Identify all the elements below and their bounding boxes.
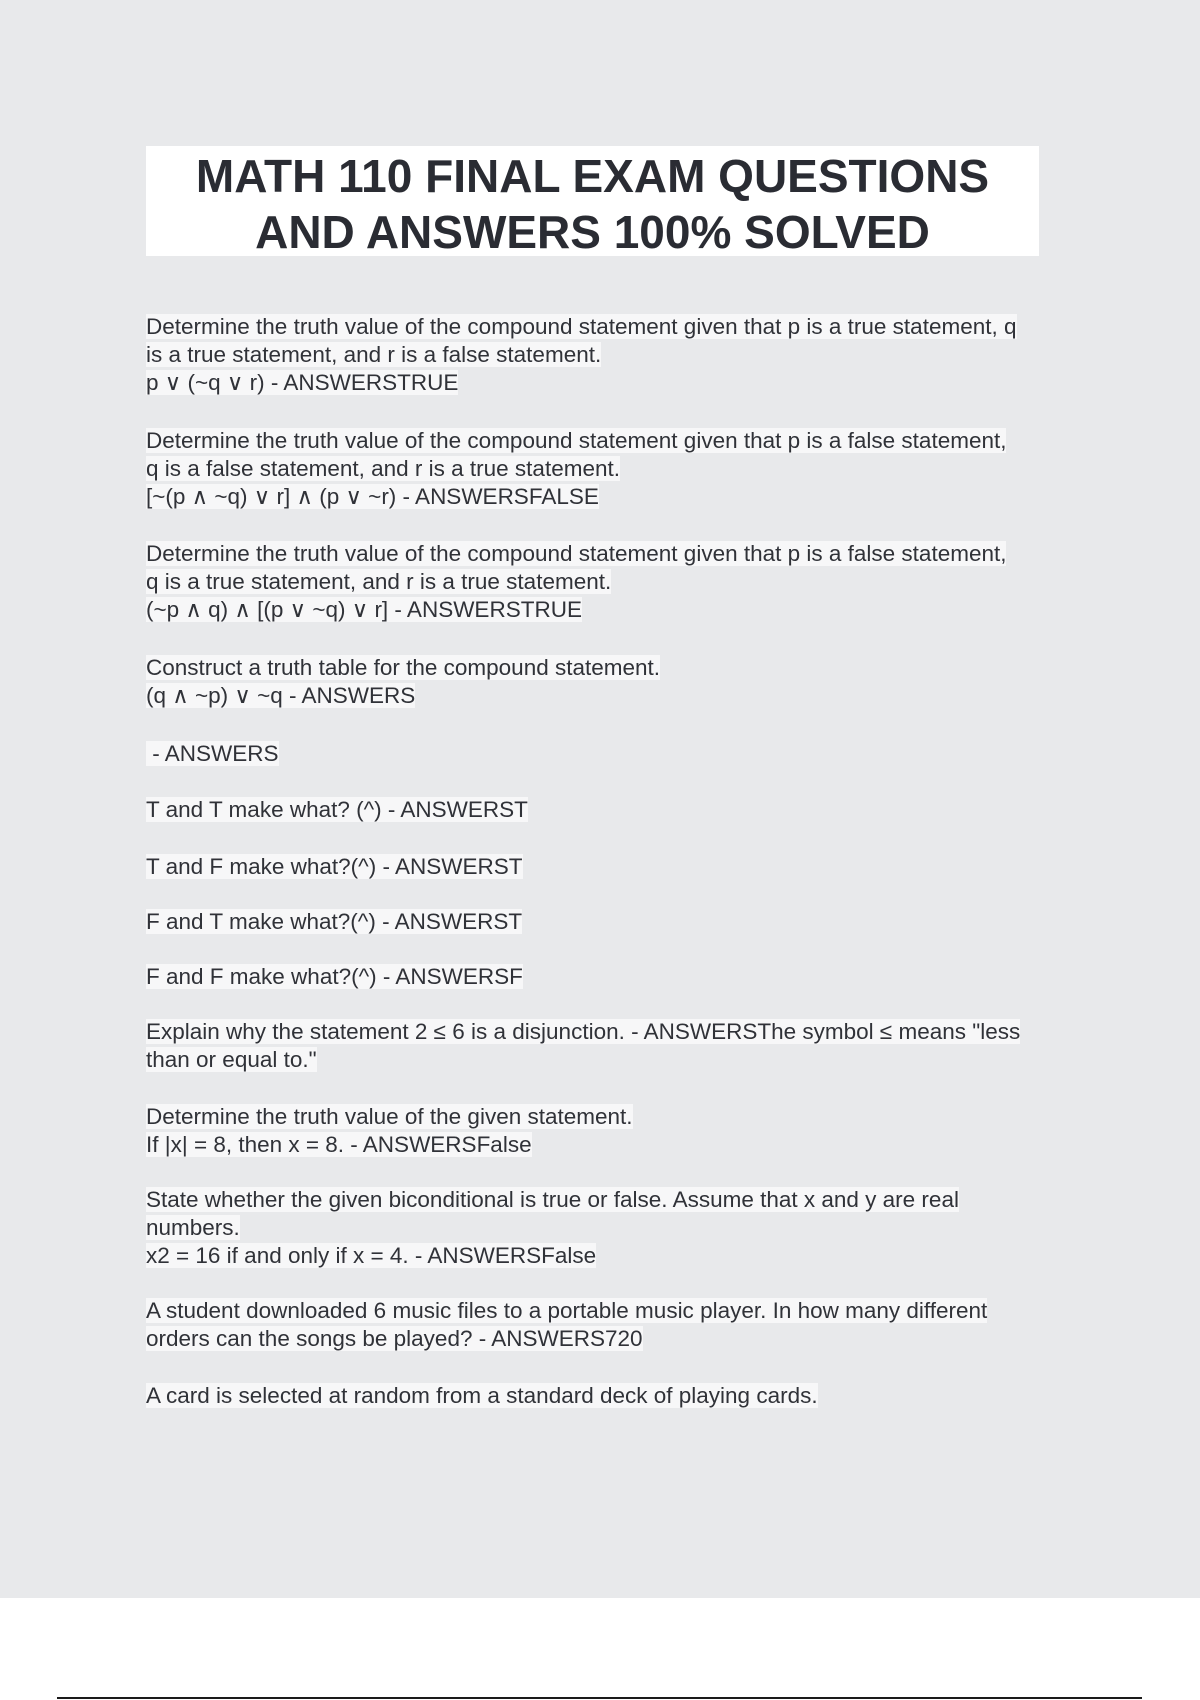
qa-line: q is a false statement, and r is a true statement. xyxy=(146,456,620,481)
qa-item xyxy=(146,1186,1086,1270)
qa-item xyxy=(146,654,1086,710)
qa-line: Construct a truth table for the compound statement. xyxy=(146,655,661,680)
qa-line: State whether the given biconditional is true or false. Assume that x and y are real xyxy=(146,1187,959,1212)
qa-line: [~(p ∧ ~q) ∨ r] ∧ (p ∨ ~r) - ANSWERSFALSE xyxy=(146,484,599,509)
qa-item xyxy=(146,540,1086,624)
qa-item xyxy=(146,1297,1086,1353)
qa-line: - ANSWERS xyxy=(146,741,279,766)
qa-line: Determine the truth value of the compound statement given that p is a false statement, xyxy=(146,541,1007,566)
qa-item xyxy=(146,427,1086,511)
qa-line: (~p ∧ q) ∧ [(p ∨ ~q) ∨ r] - ANSWERSTRUE xyxy=(146,597,582,622)
qa-line: numbers. xyxy=(146,1215,240,1240)
title-line-1: MATH 110 FINAL EXAM QUESTIONS xyxy=(195,150,990,202)
qa-line: p ∨ (~q ∨ r) - ANSWERSTRUE xyxy=(146,370,459,395)
qa-line: x2 = 16 if and only if x = 4. - ANSWERSFalse xyxy=(146,1243,597,1268)
qa-line: Explain why the statement 2 ≤ 6 is a disjunction. - ANSWERSThe symbol ≤ means "less xyxy=(146,1019,1021,1044)
qa-line: A student downloaded 6 music files to a portable music player. In how many different xyxy=(146,1298,988,1323)
qa-line: Determine the truth value of the compound statement given that p is a false statement, xyxy=(146,428,1007,453)
qa-item xyxy=(146,1018,1086,1074)
qa-item xyxy=(146,740,1086,768)
qa-item xyxy=(146,908,1086,936)
qa-item xyxy=(146,796,1086,824)
qa-item xyxy=(146,1103,1086,1159)
qa-item xyxy=(146,853,1086,881)
footer-divider xyxy=(57,1697,1142,1699)
qa-line: (q ∧ ~p) ∨ ~q - ANSWERS xyxy=(146,683,416,708)
qa-line: Determine the truth value of the compound statement given that p is a true statement, q xyxy=(146,314,1017,339)
qa-line: than or equal to." xyxy=(146,1047,317,1072)
qa-line: orders can the songs be played? - ANSWERS720 xyxy=(146,1326,643,1351)
title-line-2: AND ANSWERS 100% SOLVED xyxy=(255,206,930,258)
qa-line: q is a true statement, and r is a true statement. xyxy=(146,569,612,594)
qa-line: Determine the truth value of the given statement. xyxy=(146,1104,633,1129)
qa-line: A card is selected at random from a standard deck of playing cards. xyxy=(146,1383,818,1408)
qa-item xyxy=(146,313,1086,397)
qa-line: If |x| = 8, then x = 8. - ANSWERSFalse xyxy=(146,1132,532,1157)
qa-line: F and T make what?(^) - ANSWERST xyxy=(146,909,523,934)
qa-line: is a true statement, and r is a false statement. xyxy=(146,342,602,367)
document-title xyxy=(146,146,1039,256)
qa-line: T and T make what? (^) - ANSWERST xyxy=(146,797,528,822)
qa-item xyxy=(146,1382,1086,1410)
qa-item xyxy=(146,963,1086,991)
qa-line: T and F make what?(^) - ANSWERST xyxy=(146,854,523,879)
qa-line: F and F make what?(^) - ANSWERSF xyxy=(146,964,523,989)
